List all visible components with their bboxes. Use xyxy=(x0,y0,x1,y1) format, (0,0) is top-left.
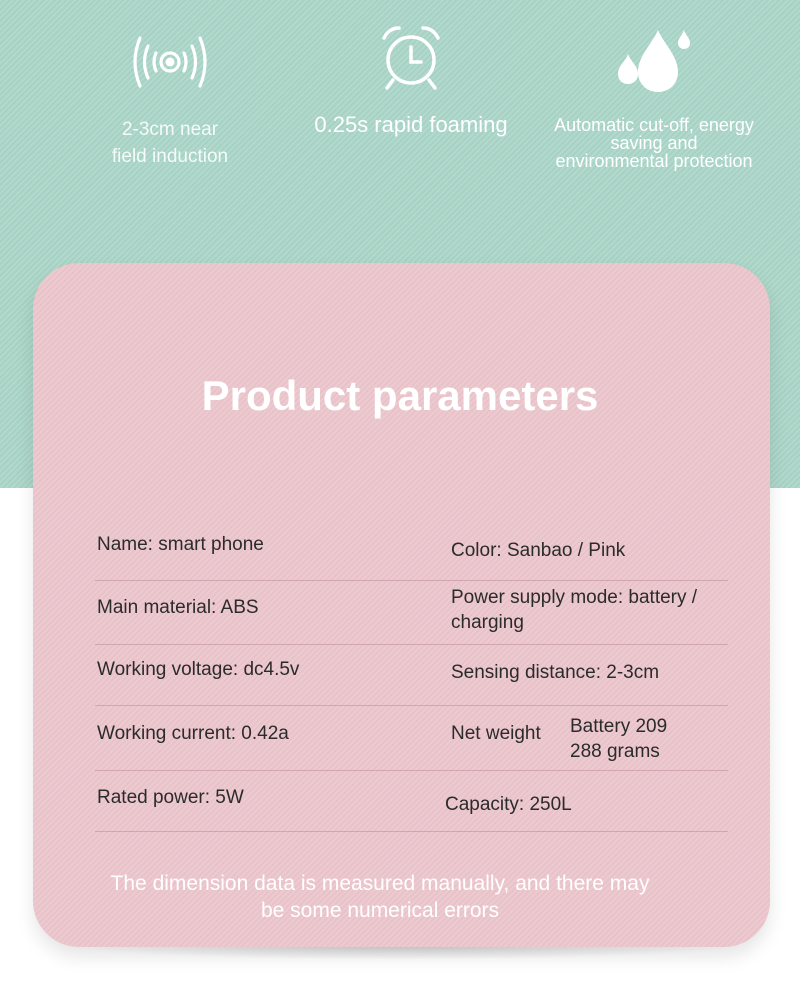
feature-auto-cutoff xyxy=(526,0,782,170)
row-divider xyxy=(95,705,728,706)
param-rated-power: Rated power: 5W xyxy=(97,787,244,808)
water-drops-icon xyxy=(612,24,696,96)
feature-label: 0.25s rapid foaming xyxy=(314,112,508,137)
row-divider xyxy=(95,831,728,832)
row-divider xyxy=(95,770,728,771)
feature-near-field-induction xyxy=(90,0,250,170)
param-net-weight-label: Net weight xyxy=(451,723,541,744)
alarm-clock-icon xyxy=(375,22,447,94)
param-sensing-distance: Sensing distance: 2-3cm xyxy=(451,662,660,683)
feature-label: Automatic cut-off, energy saving and environmental protection xyxy=(554,115,754,171)
param-capacity: Capacity: 250L xyxy=(445,794,572,815)
param-net-weight-value: Battery 209 288 grams xyxy=(570,716,668,762)
feature-label: 2-3cm near field induction xyxy=(111,119,229,167)
measurement-disclaimer: The dimension data is measured manually, and there may be some numerical errors xyxy=(110,872,650,922)
row-divider xyxy=(95,644,728,645)
param-color: Color: Sanbao / Pink xyxy=(451,540,626,561)
param-material: Main material: ABS xyxy=(97,597,259,618)
feature-rapid-foaming xyxy=(296,0,526,138)
wireless-signal-icon xyxy=(128,30,212,94)
page-title: Product parameters xyxy=(201,372,599,419)
param-voltage: Working voltage: dc4.5v xyxy=(97,659,300,680)
param-current: Working current: 0.42a xyxy=(97,723,289,744)
row-divider xyxy=(95,580,728,581)
param-power-supply: Power supply mode: battery / charging xyxy=(451,587,698,633)
param-name: Name: smart phone xyxy=(97,534,264,555)
